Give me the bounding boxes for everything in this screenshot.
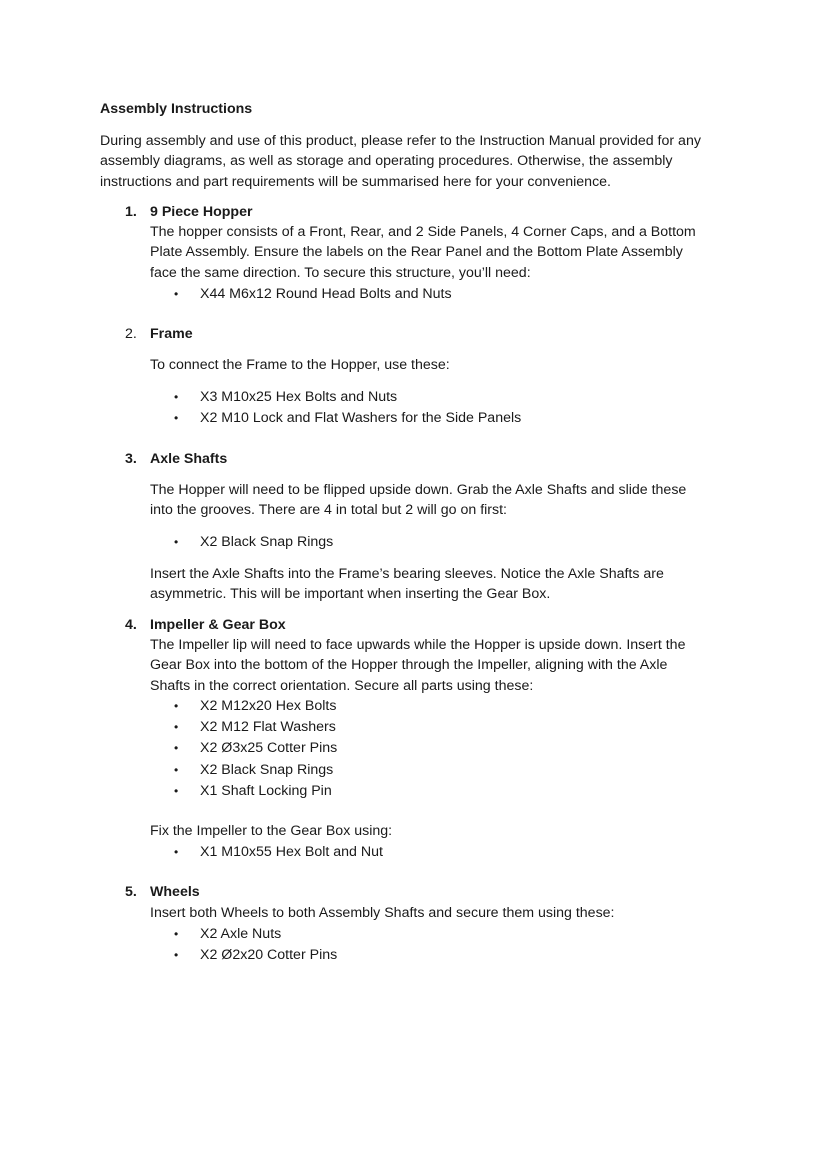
intro-paragraph	[100, 131, 740, 192]
list-item-text: X2 Ø3x25 Cotter Pins	[200, 740, 338, 756]
list-item-text: X44 M6x12 Round Head Bolts and Nuts	[200, 286, 452, 302]
section-number: 1.	[125, 204, 137, 220]
list-item	[174, 924, 281, 944]
list-item-text: X2 M10 Lock and Flat Washers for the Side Panels	[200, 410, 522, 426]
paragraph-line: into the grooves. There are 4 in total but 2 will go on first:	[150, 502, 507, 519]
paragraph-line: Insert both Wheels to both Assembly Shafts and secure them using these:	[150, 905, 615, 921]
list-item	[174, 760, 333, 780]
paragraph-line: Shafts in the correct orientation. Secure all parts using these:	[150, 677, 534, 694]
section-paragraph	[150, 564, 750, 605]
list-item	[174, 945, 337, 965]
list-item	[174, 408, 521, 428]
section-title: 9 Piece Hopper	[150, 204, 253, 220]
paragraph-line: face the same direction. To secure this structure, you’ll need:	[150, 264, 531, 281]
bullet-icon: •	[174, 411, 179, 425]
section-title: Wheels	[150, 884, 200, 900]
section-paragraph	[150, 355, 750, 375]
paragraph-line: The Impeller lip will need to face upwards while the Hopper is upside down. Insert the	[150, 637, 686, 653]
section-heading-impeller-gear-box	[125, 615, 286, 635]
list-item	[174, 717, 336, 737]
bullet-icon: •	[174, 390, 179, 404]
list-item	[174, 738, 337, 758]
section-heading-hopper	[125, 202, 253, 222]
bullet-icon: •	[174, 741, 179, 755]
paragraph-line: To connect the Frame to the Hopper, use these:	[150, 357, 450, 373]
list-item-text: X2 Axle Nuts	[200, 926, 282, 942]
document-title: Assembly Instructions	[100, 101, 253, 117]
section-heading-wheels	[125, 882, 200, 902]
intro-line: instructions and part requirements will be summarised here for your convenience.	[100, 173, 611, 190]
list-item-text: X2 Black Snap Rings	[200, 534, 334, 550]
intro-line: During assembly and use of this product, please refer to the Instruction Manual provided for any	[100, 133, 701, 149]
section-paragraph	[150, 903, 750, 923]
bullet-icon: •	[174, 699, 179, 713]
bullet-icon: •	[174, 927, 179, 941]
paragraph-line: asymmetric. This will be important when inserting the Gear Box.	[150, 586, 551, 603]
list-item-text: X2 Black Snap Rings	[200, 762, 334, 778]
section-paragraph	[150, 635, 750, 696]
list-item-text: X2 Ø2x20 Cotter Pins	[200, 947, 338, 963]
list-item-text: X2 M12x20 Hex Bolts	[200, 698, 337, 714]
paragraph-line: The hopper consists of a Front, Rear, and 2 Side Panels, 4 Corner Caps, and a Bottom	[150, 224, 696, 240]
section-title: Axle Shafts	[150, 451, 228, 467]
bullet-icon: •	[174, 784, 179, 798]
bullet-icon: •	[174, 287, 179, 301]
paragraph-line: Insert the Axle Shafts into the Frame’s bearing sleeves. Notice the Axle Shafts are	[150, 566, 664, 582]
paragraph-line: Gear Box into the bottom of the Hopper through the Impeller, aligning with the Axle	[150, 657, 668, 674]
paragraph-line: Plate Assembly. Ensure the labels on the Rear Panel and the Bottom Plate Assembly	[150, 244, 683, 261]
section-number: 5.	[125, 884, 137, 900]
list-item-text: X1 Shaft Locking Pin	[200, 783, 332, 799]
bullet-icon: •	[174, 948, 179, 962]
section-heading-axle-shafts	[125, 449, 227, 469]
bullet-icon: •	[174, 720, 179, 734]
section-number: 2.	[125, 326, 137, 342]
list-item	[174, 781, 332, 801]
list-item-text: X2 M12 Flat Washers	[200, 719, 336, 735]
list-item	[174, 387, 397, 407]
section-number: 4.	[125, 617, 137, 633]
list-item-text: X3 M10x25 Hex Bolts and Nuts	[200, 389, 398, 405]
section-paragraph	[150, 480, 750, 521]
list-item	[174, 284, 452, 304]
bullet-icon: •	[174, 535, 179, 549]
paragraph-line: Fix the Impeller to the Gear Box using:	[150, 823, 393, 839]
list-item	[174, 842, 383, 862]
section-title: Impeller & Gear Box	[150, 617, 286, 633]
paragraph-line: The Hopper will need to be flipped upside down. Grab the Axle Shafts and slide these	[150, 482, 687, 498]
section-heading-frame	[125, 324, 193, 344]
bullet-icon: •	[174, 763, 179, 777]
list-item	[174, 696, 336, 716]
list-item-text: X1 M10x55 Hex Bolt and Nut	[200, 844, 383, 860]
list-item	[174, 532, 333, 552]
section-number: 3.	[125, 451, 137, 467]
section-paragraph	[150, 821, 750, 841]
bullet-icon: •	[174, 845, 179, 859]
section-title: Frame	[150, 326, 193, 342]
section-paragraph	[150, 222, 750, 283]
intro-line: assembly diagrams, as well as storage and operating procedures. Otherwise, the assembly	[100, 153, 673, 170]
